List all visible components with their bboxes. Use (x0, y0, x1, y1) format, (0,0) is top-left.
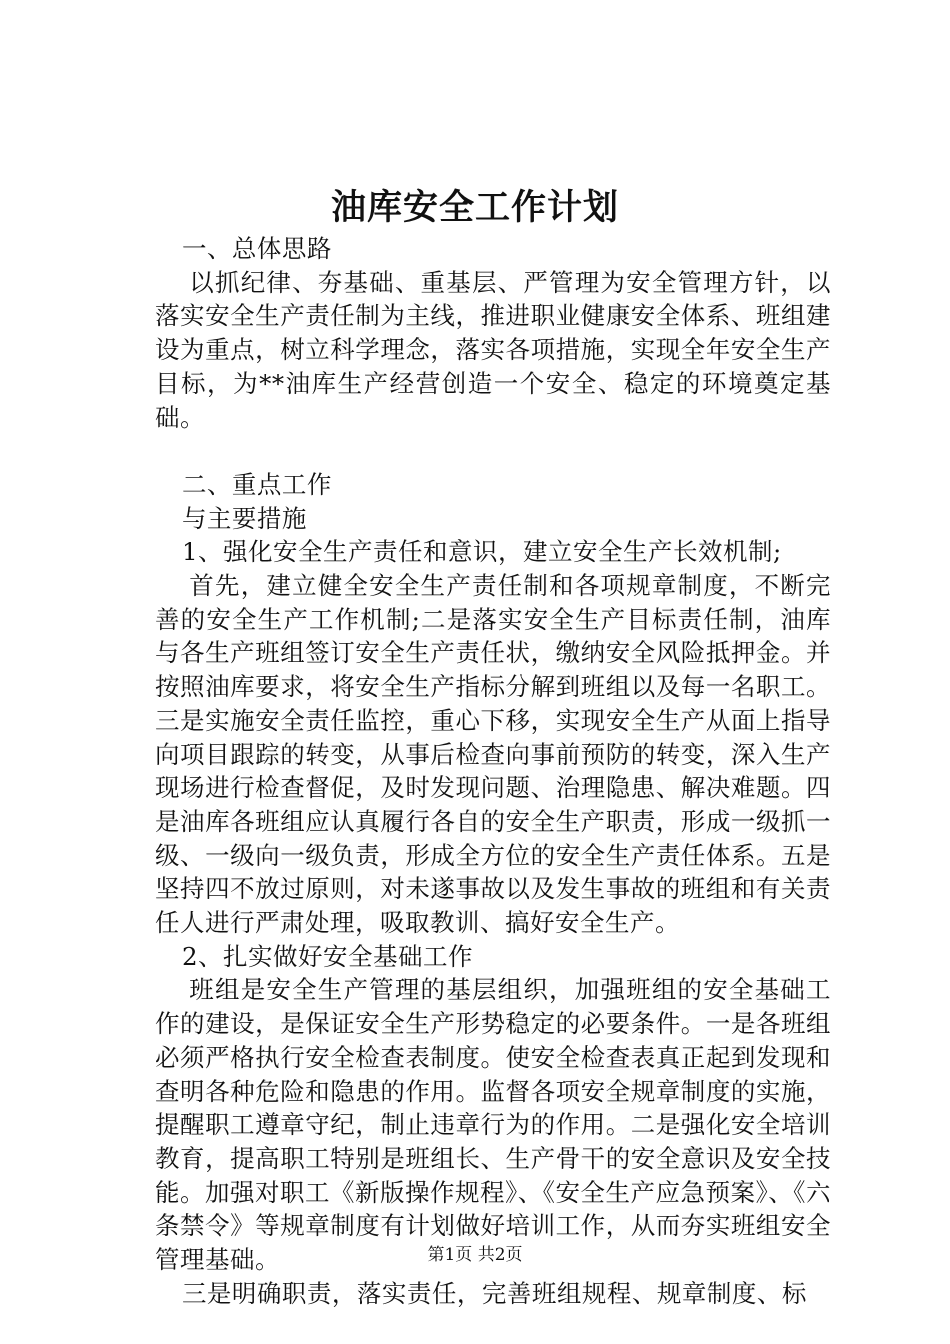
section-heading-overview: 一、总体思路 (181, 234, 332, 263)
paragraph-foundation: 班组是安全生产管理的基层组织，加强班组的安全基础工作的建设，是保证安全生产形势稳定的必要条件。一是各班组必须严格执行安全检查表制度。使安全检查表真正起到发现和查明各种危险和隐患的作用。监督各项安全规章制度的实施，提醒职工遵章守纪，制止违章行为的作用。二是强化安全培训教育，提高职工特别是班组长、生产骨干的安全意识及安全技能。加强对职工《新版操作规程》、《安全生产应急预案》、《六条禁令》等规章制度有计划做好培训工作，从而夯实班组安全管理基础。 (155, 975, 831, 1275)
document-title: 油库安全工作计划 (330, 187, 619, 228)
section-heading-key-work: 二、重点工作 (181, 469, 332, 499)
subheading-responsibility: 1、强化安全生产责任和意识，建立安全生产长效机制; (181, 537, 782, 567)
document-body (155, 232, 831, 1310)
subheading-foundation: 2、扎实做好安全基础工作 (181, 941, 474, 971)
page-number-footer: 第1页 共2页 (427, 1245, 523, 1265)
paragraph-responsibility: 首先，建立健全安全生产责任制和各项规章制度，不断完善的安全生产工作机制;二是落实安全生产目标责任制，油库与各生产班组签订安全生产责任状，缴纳安全风险抵押金。并按照油库要求，将安全生产指标分解到班组以及每一名职工。三是实施安全责任监控，重心下移，实现安全生产从面上指导向项目跟踪的转变，从事后检查向事前预防的转变，深入生产现场进行检查督促，及时发现问题、治理隐患、解决难题。四是油库各班组应认真履行各自的安全生产职责，形成一级抓一级、一级向一级负责，形成全方位的安全生产责任体系。五是坚持四不放过原则，对未遂事故以及发生事故的班组和有关责任人进行严肃处理，吸取教训、搞好安全生产。 (155, 571, 831, 938)
paragraph-overview: 以抓纪律、夯基础、重基层、严管理为安全管理方针，以落实安全生产责任制为主线，推进职业健康安全体系、班组建设为重点，树立科学理念，落实各项措施，实现全年安全生产目标，为**油库生产经营创造一个安全、稳定的环境奠定基础。 (155, 267, 831, 432)
paragraph-duties: 三是明确职责，落实责任，完善班组规程、规章制度、标 (181, 1278, 807, 1308)
section-heading-measures: 与主要措施 (181, 503, 307, 533)
